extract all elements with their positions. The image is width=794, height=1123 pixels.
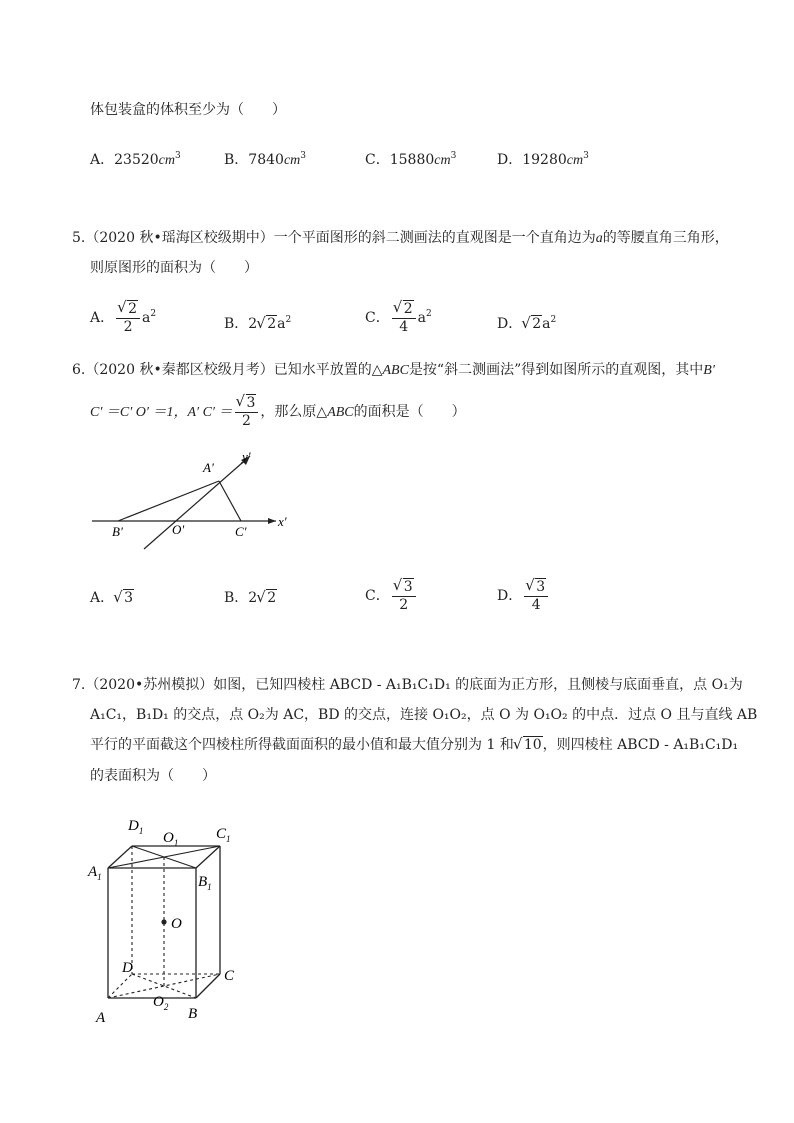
option-letter: C． xyxy=(365,588,390,604)
q4-option-c[interactable] xyxy=(365,146,456,171)
fraction xyxy=(392,300,416,336)
q7-stem-line4: 的表面积为（ ） xyxy=(90,768,216,784)
radicand: 2 xyxy=(403,301,413,317)
stem-text: ，那么原△ xyxy=(260,404,328,420)
q4-option-d[interactable] xyxy=(497,146,589,171)
option-exp: 3 xyxy=(583,151,589,161)
label-a: A' xyxy=(203,460,214,475)
q6-option-c[interactable] xyxy=(365,578,418,614)
stem-text: 的等腰直角三角形， xyxy=(602,230,729,246)
q5-stem-line2: 则原图形的面积为（ ） xyxy=(90,260,258,276)
label-b: B xyxy=(188,1006,198,1022)
label-y: y' xyxy=(242,449,251,464)
q4-option-a[interactable] xyxy=(90,146,181,171)
edge-b1c1 xyxy=(196,846,220,868)
edge-ad-hidden xyxy=(108,974,132,998)
option-unit: cm xyxy=(566,153,584,168)
radicand: 2 xyxy=(128,301,138,317)
question-source: （2020 秋•瑶海区校级期中） xyxy=(85,230,274,246)
denominator: 2 xyxy=(242,413,251,429)
q5-option-c[interactable] xyxy=(365,300,432,336)
stem-text: C′ ＝C′ O′ ＝1，A′ C′ ＝ xyxy=(90,405,233,420)
option-letter: B． xyxy=(224,152,249,168)
option-tail: a xyxy=(142,310,151,326)
q6-option-a[interactable] xyxy=(90,588,134,608)
option-letter: C． xyxy=(365,310,390,326)
option-value: 23520 xyxy=(114,152,159,168)
label-o2: $O_2$ xyxy=(153,994,169,1012)
label-b: B' xyxy=(112,524,123,539)
option-letter: A． xyxy=(90,152,115,168)
option-exp: 3 xyxy=(300,151,306,161)
radicand: 2 xyxy=(267,316,277,332)
option-tail: a xyxy=(417,310,426,326)
q6-option-b[interactable] xyxy=(224,588,277,608)
label-x: x' xyxy=(278,514,287,529)
radicand: 2 xyxy=(532,316,542,332)
denominator: 2 xyxy=(123,319,133,335)
q6-stem-line2 xyxy=(90,394,466,430)
radicand: 3 xyxy=(536,579,546,595)
option-value: 15880 xyxy=(389,152,435,168)
radicand: 3 xyxy=(124,590,134,606)
label-d1: $D_1$ xyxy=(128,818,144,836)
label-o1: $O_1$ xyxy=(163,830,179,848)
stem-text: 一个平面图形的斜二测画法的直观图是一个直角边为 xyxy=(273,230,596,246)
option-exp: 2 xyxy=(426,309,432,319)
stem-text: ，则四棱柱 ABCD - A₁B₁C₁D₁ xyxy=(542,737,739,753)
option-unit: cm xyxy=(283,153,301,168)
label-a: A xyxy=(96,1010,106,1026)
coefficient: 2 xyxy=(248,590,258,606)
coefficient: 2 xyxy=(248,316,258,332)
q7-stem-line1 xyxy=(72,675,743,695)
option-letter: B． xyxy=(224,590,249,606)
option-letter: B． xyxy=(224,316,249,332)
label-c1: $C_1$ xyxy=(216,826,231,844)
x-axis-arrow xyxy=(268,518,276,524)
label-c: C xyxy=(224,968,235,984)
question-number: 6. xyxy=(72,362,86,378)
label-d: D xyxy=(122,960,133,976)
option-exp: 2 xyxy=(285,315,292,325)
label-a1: $A_1$ xyxy=(88,864,102,882)
q7-figure xyxy=(86,808,256,1028)
option-letter: D． xyxy=(497,152,523,168)
option-exp: 2 xyxy=(550,315,557,325)
edge-bc xyxy=(196,974,220,998)
q5-option-b[interactable] xyxy=(224,310,291,334)
option-exp: 3 xyxy=(175,151,181,161)
q5-stem-line1 xyxy=(72,228,729,249)
q6-figure xyxy=(86,448,306,553)
denominator: 2 xyxy=(399,597,409,613)
stem-text: 的面积是（ ） xyxy=(353,404,466,420)
stem-text: 已知水平放置的△ xyxy=(273,362,383,378)
radicand: 2 xyxy=(267,590,277,606)
question-number: 7. xyxy=(72,677,86,693)
label-o: O' xyxy=(172,522,185,537)
fraction xyxy=(116,300,140,336)
q4-stem-tail: 体包装盒的体积至少为（ ） xyxy=(90,102,286,118)
option-exp: 3 xyxy=(450,151,457,161)
option-exp: 2 xyxy=(150,309,157,319)
q5-option-d[interactable] xyxy=(497,310,556,334)
q6-stem-line1 xyxy=(72,360,715,381)
question-number: 5. xyxy=(72,230,86,246)
denominator: 4 xyxy=(399,319,409,335)
option-letter: D． xyxy=(497,316,523,332)
fraction xyxy=(235,394,259,430)
option-letter: A． xyxy=(90,310,115,326)
q7-stem-line2: A₁C₁，B₁D₁ 的交点，点 O₂为 AC，BD 的交点，连接 O₁O₂，点 O 为 O₁O₂ 的中点．过点 O 且与直线 AB xyxy=(90,707,758,723)
option-value: 7840 xyxy=(248,152,284,168)
option-unit: cm xyxy=(434,153,451,168)
q5-option-a[interactable] xyxy=(90,300,156,336)
option-value: 19280 xyxy=(522,152,567,168)
option-letter: D． xyxy=(497,588,523,604)
radicand: 3 xyxy=(246,395,256,411)
variable-a: a xyxy=(595,231,603,246)
option-letter: C． xyxy=(365,152,390,168)
label-o: O xyxy=(171,916,182,932)
point-label: B′ xyxy=(703,363,715,378)
edge-d1a1 xyxy=(108,846,132,868)
q7-stem-line3 xyxy=(90,735,738,755)
option-unit: cm xyxy=(158,153,175,168)
triangle-name: ABC xyxy=(327,405,354,420)
stem-text: 是按“斜二测画法”得到如图所示的直观图，其中 xyxy=(408,362,704,378)
segment-ac xyxy=(219,481,241,521)
triangle-name: ABC xyxy=(382,363,409,378)
stem-text: 平行的平面截这个四棱柱所得截面面积的最小值和最大值分别为 1 和 xyxy=(90,737,514,753)
label-c: C' xyxy=(235,524,247,539)
option-tail: a xyxy=(277,316,286,332)
question-source: （2020 秋•秦都区校级月考） xyxy=(85,362,274,378)
label-b1: $B_1$ xyxy=(198,874,212,892)
option-tail: a xyxy=(542,316,551,332)
point-o xyxy=(161,919,166,924)
stem-text: （2020•苏州模拟）如图，已知四棱柱 ABCD - A₁B₁C₁D₁ 的底面为正方形，且侧棱与底面垂直，点 O₁为 xyxy=(85,677,743,693)
q4-option-b[interactable] xyxy=(224,146,306,171)
radicand: 3 xyxy=(403,579,413,595)
option-letter: A． xyxy=(90,590,115,606)
segment-ba xyxy=(118,481,219,521)
fraction xyxy=(392,578,416,614)
denominator: 4 xyxy=(531,597,541,613)
radicand: 10 xyxy=(523,737,542,753)
fraction xyxy=(524,578,548,614)
q6-option-d[interactable] xyxy=(497,578,550,614)
